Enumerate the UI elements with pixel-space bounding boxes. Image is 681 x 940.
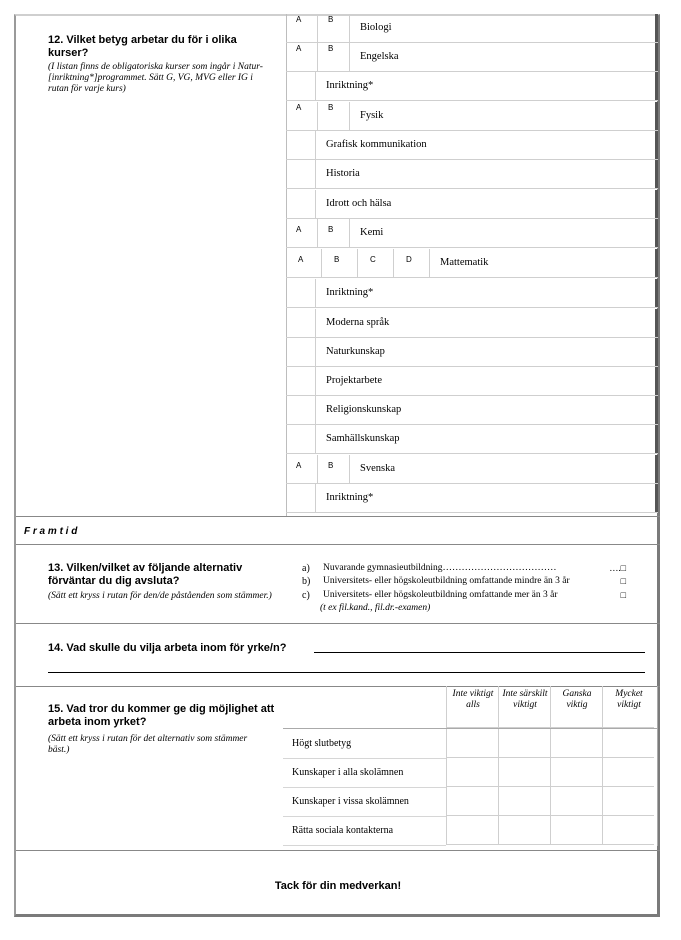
column-header: Inte viktigt alls: [452, 689, 494, 710]
grade-box-b[interactable]: [318, 102, 350, 130]
column-header-cell: [446, 686, 498, 728]
course-row: [286, 14, 658, 43]
answer-cell[interactable]: [550, 758, 602, 787]
column-header: Inte särskilt viktigt: [502, 689, 548, 710]
row-label: Rätta sociala kontakterna: [292, 825, 394, 836]
column-header-cell: [498, 686, 550, 728]
course-row: [286, 131, 658, 160]
grade-box-a[interactable]: [286, 43, 318, 71]
answer-cell[interactable]: [550, 787, 602, 816]
grade-box-a[interactable]: [286, 14, 318, 42]
grade-box-a[interactable]: [286, 455, 318, 483]
q12-title: 12. Vilket betyg arbetar du för i olika kurser?: [48, 34, 237, 59]
q14-answer-line-2[interactable]: [48, 672, 645, 673]
grade-box[interactable]: [286, 484, 316, 512]
course-level-label: B: [328, 103, 334, 112]
row-edge: [655, 425, 658, 453]
q13-bottom-rule: [16, 623, 660, 624]
course-row: [286, 160, 658, 189]
option-text: Nuvarande gymnasieutbildning………………………………: [323, 563, 557, 573]
course-level-label: B: [334, 255, 340, 264]
course-row: [286, 43, 658, 72]
course-name: Historia: [326, 168, 360, 179]
section-bottom-rule: [16, 544, 660, 545]
row-edge: [655, 43, 658, 71]
course-name: Svenska: [360, 463, 395, 474]
course-name: Samhällskunskap: [326, 433, 400, 444]
row-edge: [655, 131, 658, 159]
course-name: Naturkunskap: [326, 346, 385, 357]
answer-cell[interactable]: [446, 816, 498, 845]
q14-title: 14. Vad skulle du vilja arbeta inom för yrke/n?: [48, 642, 287, 654]
course-row: [286, 219, 658, 248]
row-edge: [655, 367, 658, 395]
q15-bottom-rule: [16, 850, 660, 851]
course-row: [286, 309, 658, 338]
answer-cell[interactable]: [602, 729, 654, 758]
course-name: Idrott och hälsa: [326, 198, 392, 209]
option-letter: b): [302, 576, 311, 587]
row-rule: [283, 816, 446, 817]
row-rule: [283, 845, 446, 846]
course-level-label: A: [296, 103, 302, 112]
course-row: [286, 72, 658, 101]
course-row: [286, 338, 658, 367]
grade-box[interactable]: [286, 131, 316, 159]
grade-box[interactable]: [286, 72, 316, 100]
grade-box[interactable]: [286, 425, 316, 453]
course-name: Fysik: [360, 110, 384, 121]
course-level-label: D: [406, 255, 412, 264]
row-edge: [655, 190, 658, 218]
answer-cell[interactable]: [446, 787, 498, 816]
row-edge: [655, 484, 658, 512]
course-level-label: B: [328, 461, 334, 470]
grade-box-a[interactable]: [286, 219, 318, 247]
option-checkbox[interactable]: □: [620, 590, 626, 600]
course-name: Mattematik: [440, 257, 489, 268]
course-level-label: B: [328, 225, 334, 234]
course-level-label: B: [328, 15, 334, 24]
grade-box-b[interactable]: [318, 14, 350, 42]
course-level-label: A: [296, 15, 302, 24]
course-level-label: B: [328, 44, 334, 53]
row-edge: [655, 338, 658, 366]
course-name: Grafisk kommunikation: [326, 139, 427, 150]
row-label: Kunskaper i alla skolämnen: [292, 767, 404, 778]
answer-cell[interactable]: [550, 729, 602, 758]
row-edge: [655, 160, 658, 188]
row-edge: [655, 455, 658, 483]
grade-box-c[interactable]: [358, 249, 394, 277]
thanks-text: Tack för din medverkan!: [274, 880, 402, 892]
q14-answer-line-1[interactable]: [314, 652, 645, 653]
answer-cell[interactable]: [498, 758, 550, 787]
course-name: Engelska: [360, 51, 399, 62]
grade-box-b[interactable]: [322, 249, 358, 277]
course-name: Inriktning*: [326, 80, 374, 91]
course-name: Inriktning*: [326, 492, 374, 503]
grade-box[interactable]: [286, 367, 316, 395]
column-header-cell: [602, 686, 654, 728]
option-letter: a): [302, 563, 310, 574]
grade-box[interactable]: [286, 160, 316, 188]
answer-cell[interactable]: [498, 729, 550, 758]
course-row: [286, 279, 658, 308]
course-row: [286, 396, 658, 425]
course-name: Kemi: [360, 227, 384, 238]
answer-cell[interactable]: [498, 787, 550, 816]
grade-box-a[interactable]: [286, 102, 318, 130]
course-row: [286, 367, 658, 396]
grade-box-a[interactable]: [286, 249, 322, 277]
course-row: [286, 455, 658, 484]
row-edge: [655, 219, 658, 247]
course-name: Biologi: [360, 22, 392, 33]
course-name: Projektarbete: [326, 375, 382, 386]
answer-cell[interactable]: [602, 816, 654, 845]
table-right-border: [657, 686, 658, 846]
grade-box-b[interactable]: [318, 43, 350, 71]
grade-box[interactable]: [286, 396, 316, 424]
course-row: [286, 425, 658, 454]
answer-cell[interactable]: [446, 729, 498, 758]
grade-box-b[interactable]: [318, 219, 350, 247]
row-edge: [655, 102, 658, 130]
course-level-label: A: [296, 44, 302, 53]
course-level-label: A: [296, 461, 302, 470]
row-edge: [655, 72, 658, 100]
row-edge: [655, 249, 658, 277]
course-name: Moderna språk: [326, 317, 390, 328]
column-header: Ganska viktig: [562, 689, 592, 710]
option-text: Universitets- eller högskoleutbildning omfattande mer än 3 år: [323, 590, 558, 600]
answer-cell[interactable]: [498, 816, 550, 845]
answer-cell[interactable]: [602, 787, 654, 816]
row-label: Högt slutbetyg: [292, 738, 352, 749]
grade-box[interactable]: [286, 279, 316, 307]
q15-note: (Sätt ett kryss i rutan för det alternativ som stämmer bäst.): [48, 734, 248, 755]
column-header: Mycket viktigt: [615, 689, 643, 710]
course-row: [286, 249, 658, 278]
grade-box[interactable]: [286, 309, 316, 337]
q15-title: 15. Vad tror du kommer ge dig möjlighet att arbeta inom yrket?: [48, 703, 275, 728]
q13-sub-note: (t ex fil.kand., fil.dr.-examen): [320, 603, 431, 613]
course-level-label: A: [298, 255, 304, 264]
row-edge: [655, 14, 658, 42]
row-rule: [283, 758, 446, 759]
answer-cell[interactable]: [550, 816, 602, 845]
option-checkbox[interactable]: □: [620, 576, 626, 586]
row-rule: [283, 787, 446, 788]
answer-cell[interactable]: [602, 758, 654, 787]
course-name: Religionskunskap: [326, 404, 402, 415]
course-row: [286, 102, 658, 131]
option-text: Universitets- eller högskoleutbildning omfattande mindre än 3 år: [323, 576, 570, 586]
course-level-label: C: [370, 255, 376, 264]
section-top-rule: [16, 516, 660, 517]
row-edge: [655, 396, 658, 424]
q13-title: 13. Vilken/vilket av följande alternativ förväntar du dig avsluta?: [48, 562, 243, 587]
grade-box-b[interactable]: [318, 455, 350, 483]
course-level-label: A: [296, 225, 302, 234]
course-row: [286, 190, 658, 219]
row-edge: [655, 309, 658, 337]
option-letter: c): [302, 590, 310, 601]
q13-note: (Sätt ett kryss i rutan för den/de påståenden som stämmer.): [48, 591, 272, 601]
section-title: F r a m t i d: [24, 526, 78, 537]
row-edge: [655, 279, 658, 307]
course-name: Inriktning*: [326, 287, 374, 298]
column-header-cell: [550, 686, 602, 728]
grade-box[interactable]: [286, 190, 316, 218]
option-checkbox[interactable]: ….□: [609, 563, 626, 573]
answer-cell[interactable]: [446, 758, 498, 787]
course-row: [286, 484, 658, 513]
grade-box[interactable]: [286, 338, 316, 366]
q12-note: (I listan finns de obligatoriska kurser som ingår i Natur-[inriktning*]programmet. Sätt G, VG, MVG eller IG i rutan för varje kurs): [48, 62, 263, 94]
row-label: Kunskaper i vissa skolämnen: [292, 796, 409, 807]
grade-box-d[interactable]: [394, 249, 430, 277]
